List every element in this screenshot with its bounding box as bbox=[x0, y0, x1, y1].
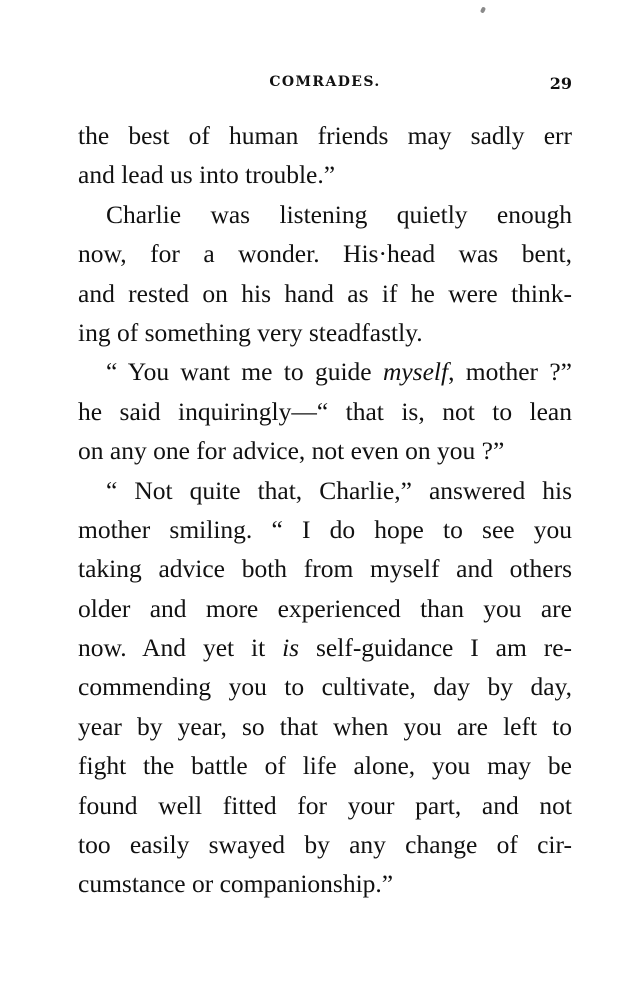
text-line-14: now. And yet it is self-guidance I am re- bbox=[78, 633, 572, 663]
text-line-19: too easily swayed by any change of cir- bbox=[78, 830, 572, 860]
text-line-2: and lead us into trouble.” bbox=[78, 160, 336, 190]
text-line-11: mother smiling. “ I do hope to see you bbox=[78, 514, 572, 544]
text-line-10: “ Not quite that, Charlie,” answered his bbox=[106, 475, 572, 505]
text-line-16: year by year, so that when you are left to bbox=[78, 711, 572, 741]
text-line-18: found well fitted for your part, and not bbox=[78, 790, 572, 820]
text-line-1: the best of human friends may sadly err bbox=[78, 121, 572, 150]
text-line-20: cumstance or companionship.” bbox=[78, 869, 394, 899]
text-line-4: now, for a wonder. His·head was bent, bbox=[78, 239, 572, 269]
text-line-17: fight the battle of life alone, you may be bbox=[78, 751, 572, 781]
body-text bbox=[78, 116, 572, 904]
italic-word: is bbox=[282, 633, 300, 663]
running-title: COMRADES. bbox=[269, 74, 381, 90]
page-number: 29 bbox=[549, 74, 572, 93]
text-line-12: taking advice both from myself and others bbox=[78, 554, 572, 584]
text-line-7: “ You want me to guide myself, mother ?” bbox=[106, 357, 572, 387]
running-head bbox=[78, 74, 572, 96]
text-line-13: older and more experienced than you are bbox=[78, 593, 572, 623]
text-line-8: he said inquiringly—“ that is, not to lean bbox=[78, 396, 572, 426]
text-line-5: and rested on his hand as if he were think- bbox=[78, 278, 572, 308]
text-line-15: commending you to cultivate, day by day, bbox=[78, 672, 572, 702]
italic-word: myself bbox=[382, 357, 449, 387]
text-line-9: on any one for advice, not even on you ?” bbox=[78, 436, 505, 466]
text-line-3: Charlie was listening quietly enough bbox=[106, 199, 572, 229]
text-line-6: ing of something very steadfastly. bbox=[78, 317, 423, 347]
scan-speck bbox=[480, 6, 486, 13]
